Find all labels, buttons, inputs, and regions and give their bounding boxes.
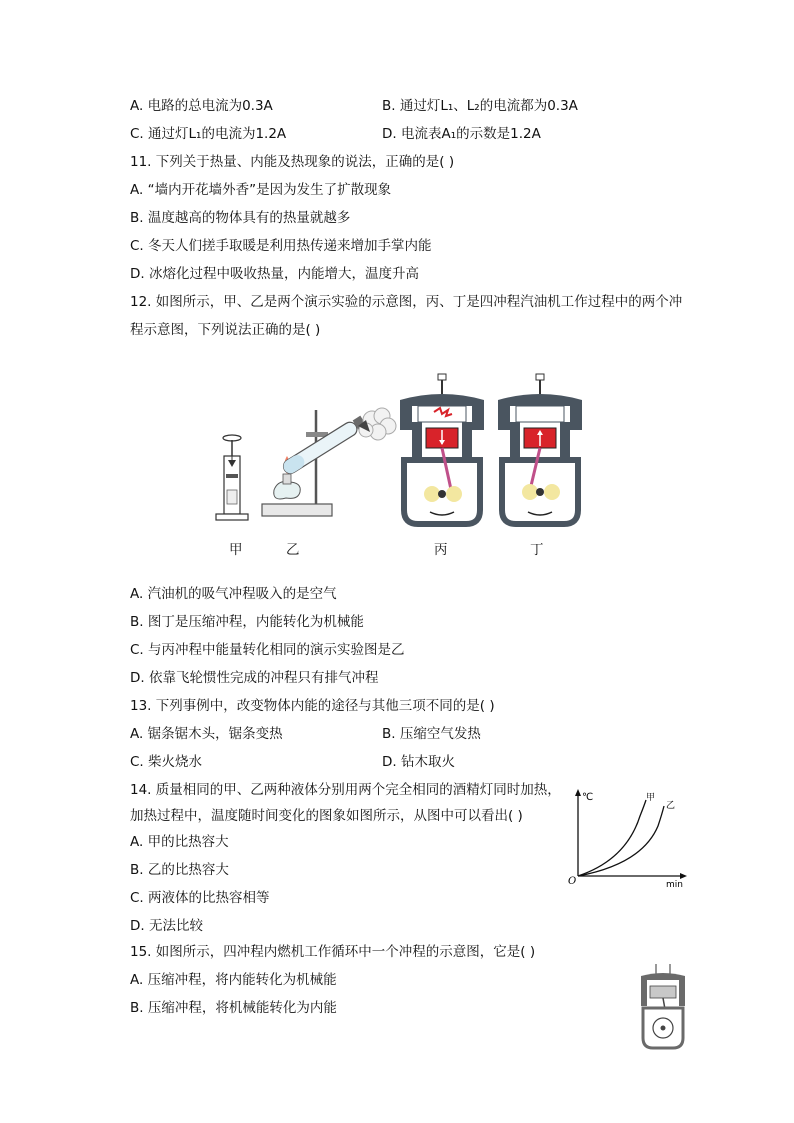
fig-jia-compression-syringe [212,430,252,522]
fig-ding-engine-compression-stroke [494,372,586,528]
x-axis-arrow-icon [680,873,687,879]
q14-option-d: D. 无法比较 [130,918,203,934]
series-label-jia: 甲 [646,793,656,803]
curve-jia [578,800,646,876]
q10-option-a: A. 电路的总电流为0.3A [130,98,273,114]
q12-option-a: A. 汽油机的吸气冲程吸入的是空气 [130,586,337,602]
q14-stem-line1: 14. 质量相同的甲、乙两种液体分别用两个完全相同的酒精灯同时加热， [130,782,561,798]
fig-label-bing: 丙 [434,542,448,558]
fig-bing-engine-power-stroke [396,372,488,528]
q14-option-c: C. 两液体的比热容相等 [130,890,270,906]
q12-option-b: B. 图丁是压缩冲程，内能转化为机械能 [130,614,364,630]
q15-stem: 15. 如图所示，四冲程内燃机工作循环中一个冲程的示意图，它是( ) [130,944,536,960]
fig-label-yi: 乙 [286,542,300,558]
q11-stem: 11. 下列关于热量、内能及热现象的说法，正确的是( ) [130,154,455,170]
origin-label: O [568,876,577,887]
q14-option-b: B. 乙的比热容大 [130,862,229,878]
q13-option-c: C. 柴火烧水 [130,754,203,770]
q15-option-b: B. 压缩冲程，将机械能转化为内能 [130,1000,337,1016]
fig-label-ding: 丁 [530,542,544,558]
y-unit-label: ℃ [582,792,594,803]
q13-stem: 13. 下列事例中，改变物体内能的途径与其他三项不同的是( ) [130,698,495,714]
q14-temperature-time-graph [566,786,696,890]
q14-stem-line2: 加热过程中，温度随时间变化的图象如图所示，从图中可以看出( ) [130,808,523,824]
q10-option-d: D. 电流表A₁的示数是1.2A [382,126,541,142]
q11-option-d: D. 冰熔化过程中吸收热量，内能增大，温度升高 [130,266,419,282]
y-axis-arrow-icon [575,789,581,796]
x-unit-label: min [666,880,683,890]
q10-option-b: B. 通过灯L₁、L₂的电流都为0.3A [382,98,578,114]
fig-yi-test-tube-steam [258,398,398,522]
q13-option-b: B. 压缩空气发热 [382,726,481,742]
q15-engine-figure [638,962,688,1050]
q11-option-c: C. 冬天人们搓手取暖是利用热传递来增加手掌内能 [130,238,432,254]
series-label-yi: 乙 [666,801,676,811]
curve-yi [578,806,664,876]
fig-label-jia: 甲 [229,542,243,558]
q12-stem-line2: 程示意图，下列说法正确的是( ) [130,322,321,338]
q13-option-d: D. 钻木取火 [382,754,455,770]
q15-option-a: A. 压缩冲程，将内能转化为机械能 [130,972,337,988]
q12-option-d: D. 依靠飞轮惯性完成的冲程只有排气冲程 [130,670,379,686]
q10-option-c: C. 通过灯L₁的电流为1.2A [130,126,287,142]
q11-option-b: B. 温度越高的物体具有的热量就越多 [130,210,351,226]
q11-option-a: A. “墙内开花墙外香”是因为发生了扩散现象 [130,182,392,198]
q14-option-a: A. 甲的比热容大 [130,834,229,850]
q12-option-c: C. 与丙冲程中能量转化相同的演示实验图是乙 [130,642,405,658]
q12-stem-line1: 12. 如图所示，甲、乙是两个演示实验的示意图，丙、丁是四冲程汽油机工作过程中的两个冲 [130,294,683,310]
q13-option-a: A. 锯条锯木头，锯条变热 [130,726,283,742]
